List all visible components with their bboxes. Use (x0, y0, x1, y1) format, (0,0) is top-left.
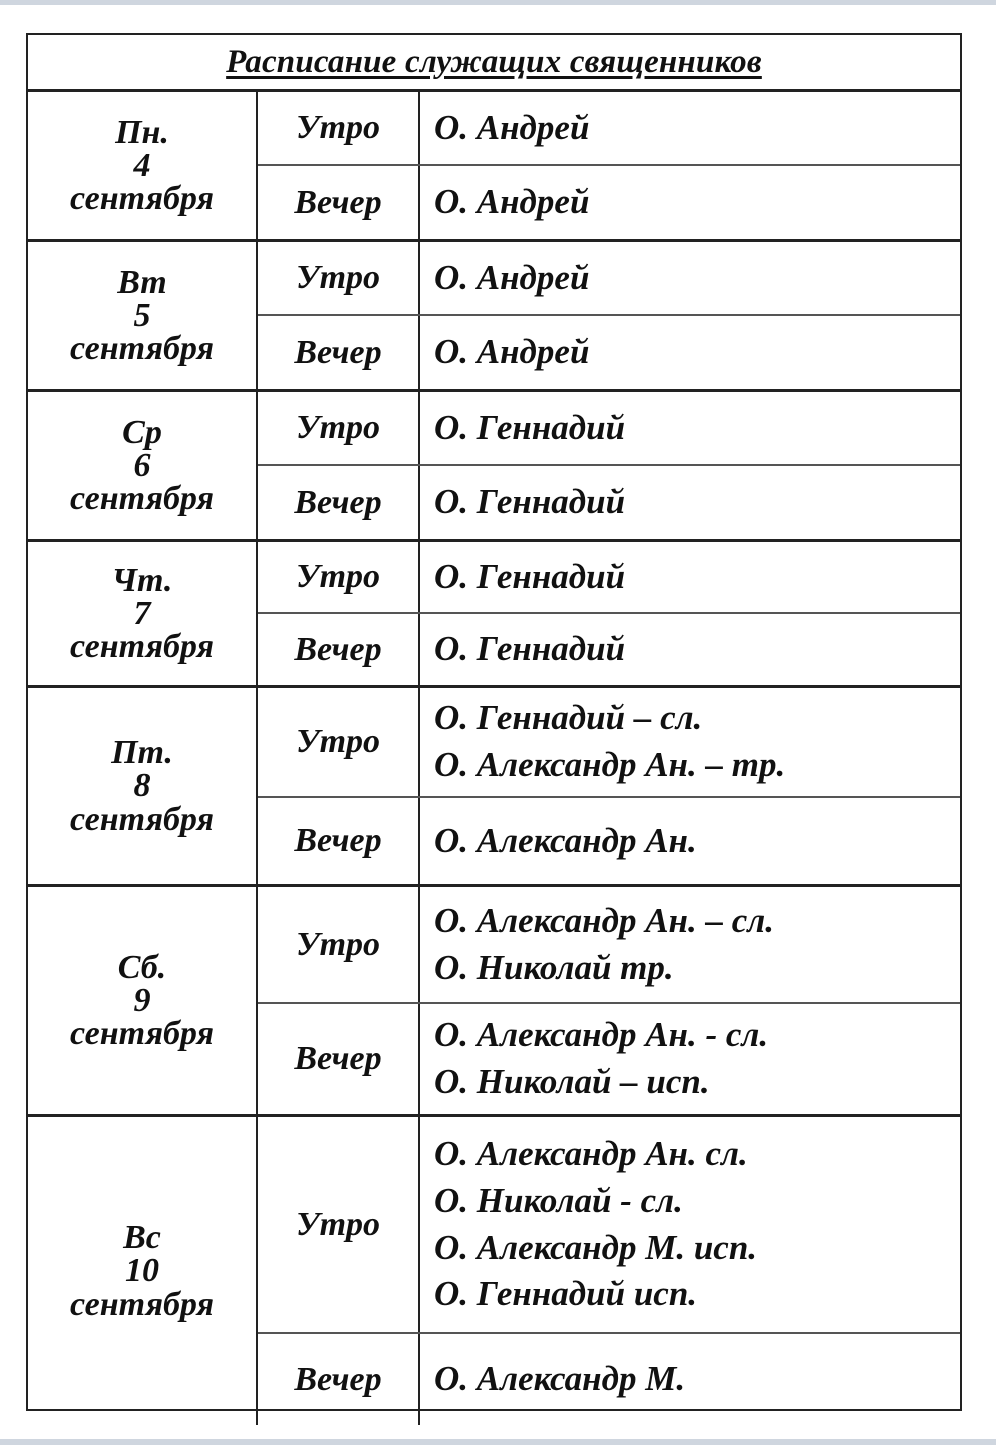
day-slots (258, 392, 960, 539)
morning-priests (420, 688, 960, 796)
day-cell (28, 688, 258, 884)
day-row (28, 242, 960, 392)
morning-label: Утро (258, 887, 420, 1002)
day-month: сентября (69, 330, 215, 368)
day-cell (28, 242, 258, 389)
day-cell (28, 1117, 258, 1425)
day-row (28, 1117, 960, 1425)
morning-slot (258, 688, 960, 798)
priest-name: О. Александр М. (434, 1359, 686, 1399)
evening-slot (258, 614, 960, 685)
morning-slot (258, 542, 960, 614)
priest-name: О. Геннадий (434, 482, 626, 522)
day-slots (258, 92, 960, 239)
day-day: Сб. (117, 948, 167, 986)
day-month: сентября (69, 180, 215, 218)
schedule-table (26, 33, 962, 1411)
day-cell (28, 392, 258, 539)
priest-name: О. Александр Ан. - сл. (434, 1015, 769, 1055)
day-day: Чт. (111, 561, 173, 599)
priest-name: О. Геннадий исп. (434, 1274, 698, 1314)
day-date: 5 (133, 296, 151, 334)
day-day: Пт. (111, 734, 173, 772)
evening-priests (420, 1334, 960, 1425)
morning-label: Утро (258, 542, 420, 612)
morning-priests (420, 542, 960, 612)
morning-priests (420, 92, 960, 164)
priest-name: О. Николай - сл. (434, 1180, 683, 1220)
morning-label: Утро (258, 242, 420, 314)
evening-label: Вечер (258, 466, 420, 539)
priest-name: О. Андрей (434, 257, 590, 297)
morning-priests (420, 1117, 960, 1332)
evening-priests (420, 316, 960, 389)
priest-name: О. Александр Ан. сл. (434, 1133, 748, 1173)
day-slots (258, 1117, 960, 1425)
priest-name: О. Геннадий (434, 407, 626, 447)
day-date: 7 (133, 594, 151, 632)
evening-slot (258, 798, 960, 884)
day-slots (258, 688, 960, 884)
evening-label: Вечер (258, 798, 420, 884)
day-slots (258, 242, 960, 389)
evening-label: Вечер (258, 316, 420, 389)
day-slots (258, 887, 960, 1114)
morning-slot (258, 887, 960, 1004)
day-row (28, 392, 960, 542)
day-date: 10 (125, 1252, 159, 1290)
evening-label: Вечер (258, 1334, 420, 1425)
morning-slot (258, 92, 960, 166)
evening-slot (258, 1004, 960, 1114)
evening-label: Вечер (258, 614, 420, 685)
morning-label: Утро (258, 688, 420, 796)
priest-name: О. Александр Ан. – сл. (434, 900, 774, 940)
evening-slot (258, 316, 960, 389)
evening-slot (258, 166, 960, 239)
day-date: 8 (133, 767, 151, 805)
evening-slot (258, 466, 960, 539)
evening-slot (258, 1334, 960, 1425)
priest-name: О. Александр Ан. (434, 820, 697, 860)
priest-name: О. Геннадий – сл. (434, 698, 703, 738)
day-row (28, 887, 960, 1117)
schedule-title-row (28, 35, 960, 92)
morning-priests (420, 392, 960, 464)
evening-priests (420, 1004, 960, 1114)
priest-name: О. Александр Ан. – тр. (434, 745, 786, 784)
priest-name: О. Геннадий (434, 556, 626, 596)
priest-name: О. Геннадий (434, 629, 626, 669)
evening-label: Вечер (258, 166, 420, 239)
priest-name: О. Андрей (434, 182, 590, 222)
priest-name: О. Андрей (434, 332, 590, 372)
priest-name: О. Андрей (434, 107, 590, 147)
evening-priests (420, 798, 960, 884)
day-date: 6 (133, 446, 151, 484)
morning-priests (420, 887, 960, 1002)
day-month: сентября (69, 480, 215, 518)
priest-name: О. Николай тр. (434, 947, 674, 987)
evening-label: Вечер (258, 1004, 420, 1114)
day-month: сентября (69, 628, 215, 666)
day-row (28, 92, 960, 242)
day-row (28, 688, 960, 887)
morning-priests (420, 242, 960, 314)
bottom-border-strip (0, 1439, 996, 1445)
day-cell (28, 92, 258, 239)
morning-slot (258, 392, 960, 466)
day-row (28, 542, 960, 688)
morning-slot (258, 242, 960, 316)
evening-priests (420, 466, 960, 539)
day-month: сентября (69, 1285, 215, 1323)
morning-label: Утро (258, 92, 420, 164)
top-border-strip (0, 0, 996, 5)
day-day: Ср (122, 413, 162, 451)
day-month: сентября (69, 800, 215, 838)
day-cell (28, 542, 258, 685)
priest-name: О. Александр М. исп. (434, 1227, 758, 1267)
day-date: 4 (133, 146, 151, 184)
morning-slot (258, 1117, 960, 1334)
morning-label: Утро (258, 392, 420, 464)
morning-label: Утро (258, 1117, 420, 1332)
day-date: 9 (133, 981, 151, 1019)
day-cell (28, 887, 258, 1114)
day-day: Вс (123, 1219, 161, 1257)
priest-name: О. Николай – исп. (434, 1062, 710, 1101)
day-month: сентября (69, 1015, 215, 1053)
evening-priests (420, 614, 960, 685)
evening-priests (420, 166, 960, 239)
day-slots (258, 542, 960, 685)
schedule-title: Расписание служащих священников (226, 43, 762, 80)
day-day: Вт (117, 263, 167, 301)
day-day: Пн. (115, 113, 169, 151)
schedule-body (28, 92, 960, 1425)
